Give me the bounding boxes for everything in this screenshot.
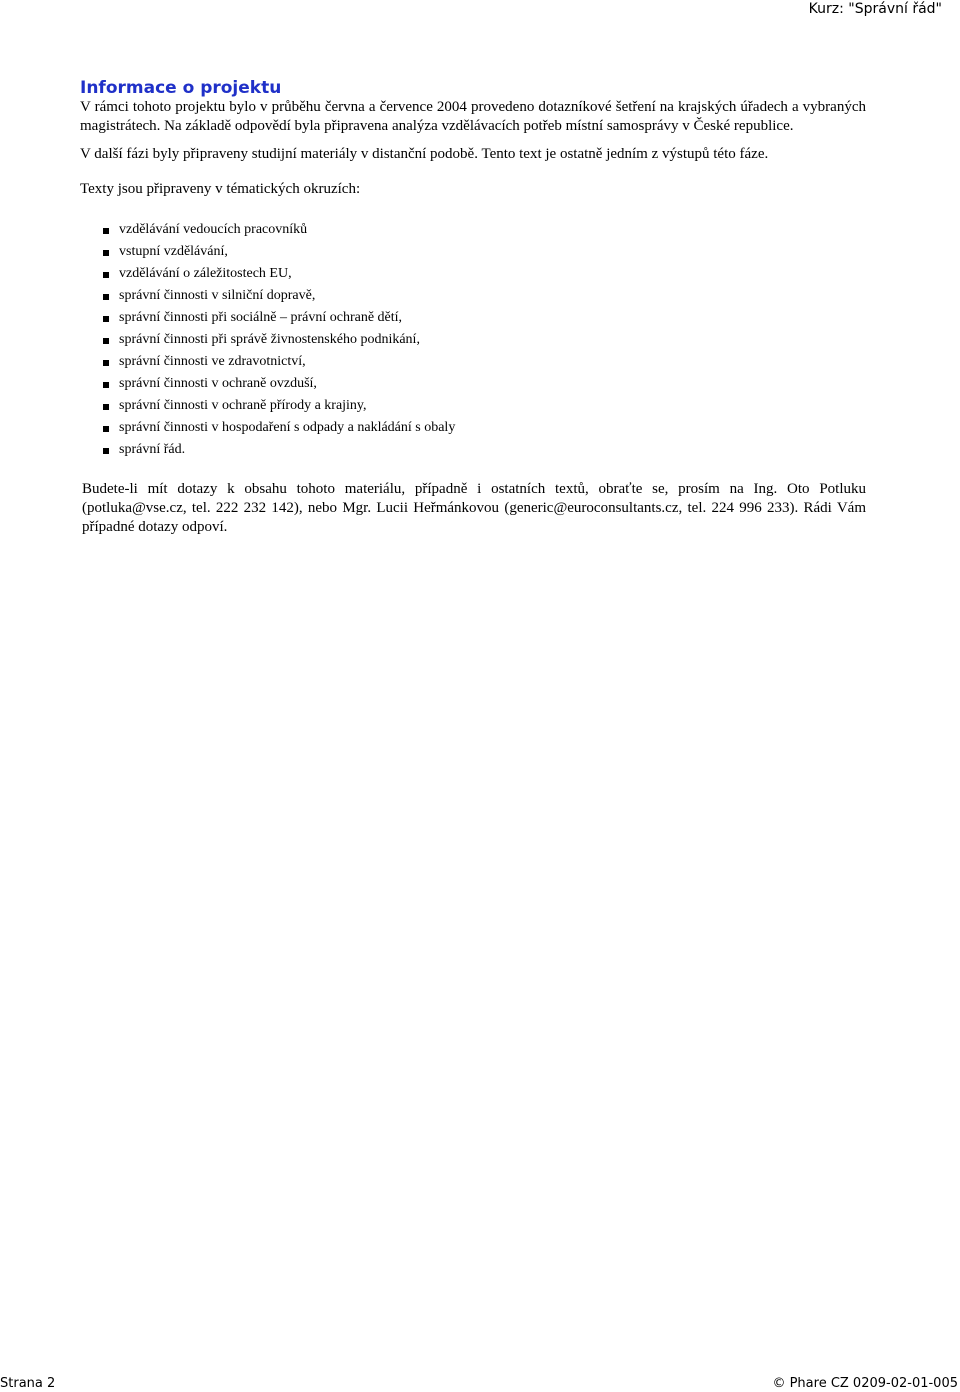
list-item-text: správní činnosti při sociálně – právní ochraně dětí, <box>119 310 403 325</box>
square-bullet-icon <box>103 338 109 344</box>
list-item <box>80 395 866 417</box>
list-item-text: správní činnosti v silniční dopravě, <box>119 288 316 303</box>
page-number: Strana 2 <box>0 1376 56 1391</box>
document-content <box>80 78 866 537</box>
list-item <box>80 351 866 373</box>
footer-code: © Phare CZ 0209-02-01-005 <box>772 1376 958 1391</box>
square-bullet-icon <box>103 404 109 410</box>
list-item <box>80 263 866 285</box>
list-item-text: správní činnosti při správě živnostenského podnikání, <box>119 332 420 347</box>
square-bullet-icon <box>103 294 109 300</box>
square-bullet-icon <box>103 272 109 278</box>
list-item-text: správní činnosti v ochraně přírody a krajiny, <box>119 398 367 413</box>
list-item-text: vzdělávání vedoucích pracovníků <box>119 222 308 237</box>
list-item <box>80 307 866 329</box>
list-item <box>80 329 866 351</box>
list-item-text: vzdělávání o záležitostech EU, <box>119 266 292 281</box>
list-item-text: správní řád. <box>119 442 186 457</box>
list-item-text: vstupní vzdělávání, <box>119 244 228 259</box>
square-bullet-icon <box>103 426 109 432</box>
square-bullet-icon <box>103 316 109 322</box>
list-item <box>80 373 866 395</box>
intro-paragraph: V rámci tohoto projektu bylo v průběhu června a července 2004 provedeno dotazníkové šetření na krajských úřadech a vybraných magistrátech. Na základě odpovědí byla připravena analýza vzdělávacích potřeb místní samosprávy v České republice. <box>80 99 866 134</box>
square-bullet-icon <box>103 228 109 234</box>
section-title: Informace o projektu <box>80 78 282 98</box>
contact-paragraph: Budete-li mít dotazy k obsahu tohoto materiálu, případně i ostatních textů, obraťte se, prosím na Ing. Oto Potluku (potluka@vse.cz, tel. 222 232 142), nebo Mgr. Lucii Heřmánkovou (generic@euroconsultants.cz, tel. 224 996 233). Rádi Vám případné dotazy odpoví. <box>82 481 866 535</box>
square-bullet-icon <box>103 382 109 388</box>
list-item <box>80 285 866 307</box>
list-item-text: správní činnosti ve zdravotnictví, <box>119 354 306 369</box>
square-bullet-icon <box>103 360 109 366</box>
topics-list <box>80 219 866 461</box>
topics-intro: Texty jsou připraveny v tématických okruzích: <box>80 181 361 197</box>
list-item <box>80 417 866 439</box>
list-item-text: správní činnosti v hospodaření s odpady a nakládání s obaly <box>119 420 456 435</box>
square-bullet-icon <box>103 448 109 454</box>
list-item <box>80 241 866 263</box>
list-item <box>80 219 866 241</box>
list-item-text: správní činnosti v ochraně ovzduší, <box>119 376 317 391</box>
list-item <box>80 439 866 461</box>
phase-paragraph: V další fázi byly připraveny studijní materiály v distanční podobě. Tento text je ostatně jedním z výstupů této fáze. <box>80 146 769 162</box>
square-bullet-icon <box>103 250 109 256</box>
course-title-header: Kurz: "Správní řád" <box>808 1 942 17</box>
